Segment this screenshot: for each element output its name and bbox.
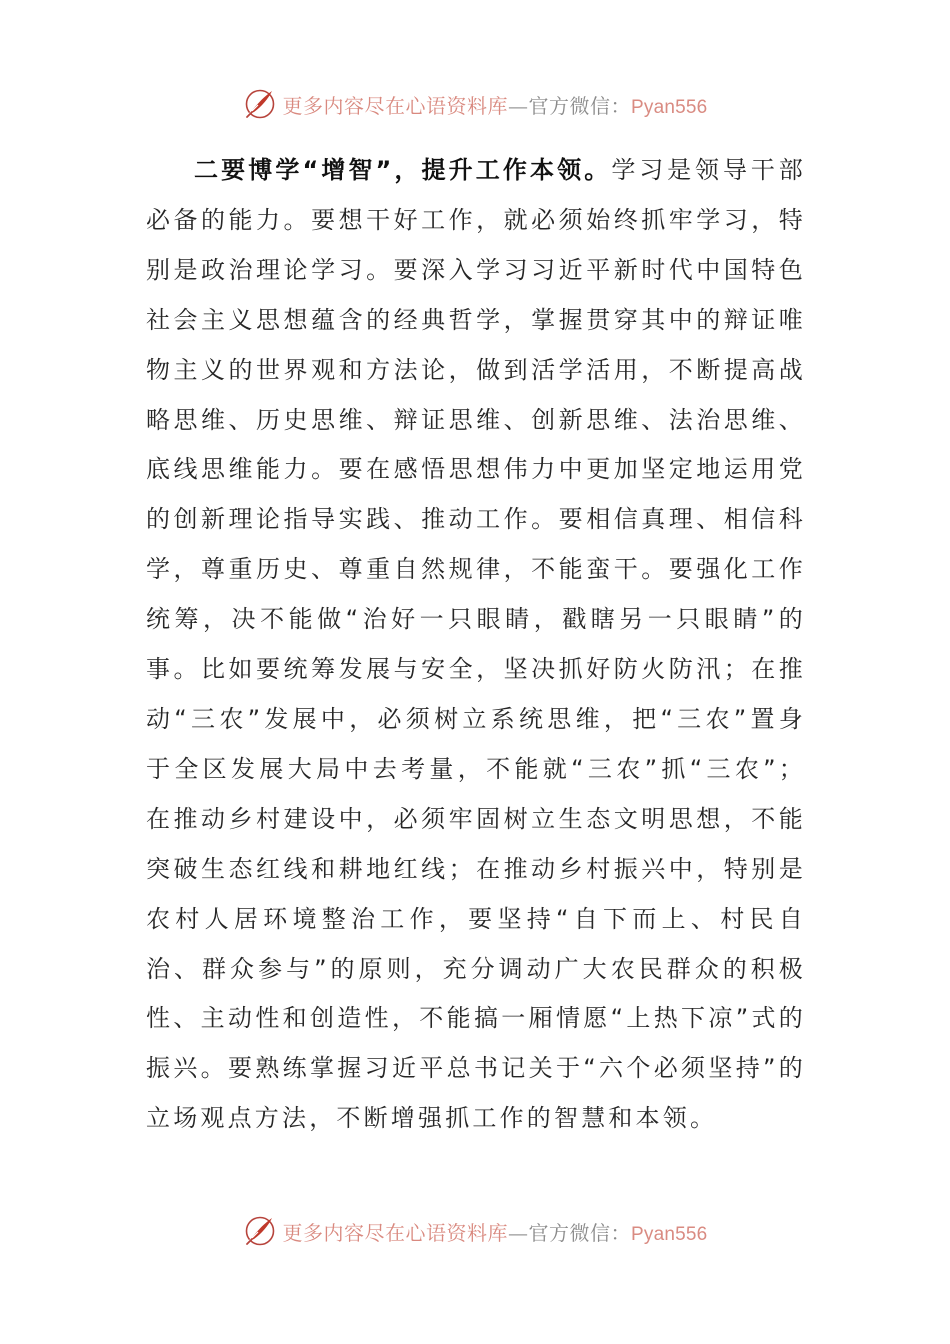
header-separator: —: [508, 93, 529, 118]
footer-separator: —: [508, 1220, 529, 1245]
body-paragraph: [146, 146, 806, 1144]
quill-pen-icon: [243, 87, 277, 121]
footer-banner: [0, 1211, 950, 1251]
paragraph-text: 学习是领导干部必备的能力。要想干好工作，就必须始终抓牢学习，特别是政治理论学习。要深入学习习近平新时代中国特色社会主义思想蕴含的经典哲学，掌握贯穿其中的辩证唯物主义的世界观和方法论，做到活学活用，不断提高战略思维、历史思维、辩证思维、创新思维、法治思维、底线思维能力。要在感悟思想伟力中更加坚定地运用党的创新理论指导实践、推动工作。要相信真理、相信科学，尊重历史、尊重自然规律，不能蛮干。要强化工作统筹，决不能做“治好一只眼睛，戳瞎另一只眼睛”的事。比如要统筹发展与安全，坚决抓好防火防汛；在推动“三农”发展中，必须树立系统思维，把“三农”置身于全区发展大局中去考量，不能就“三农”抓“三农”；在推动乡村建设中，必须牢固树立生态文明思想，不能突破生态红线和耕地红线；在推动乡村振兴中，特别是农村人居环境整治工作，要坚持“自下而上、村民自治、群众参与”的原则，充分调动广大农民群众的积极性、主动性和创造性，不能搞一厢情愿“上热下凉”式的振兴。要熟练掌握习近平总书记关于“六个必须坚持”的立场观点方法，不断增强抓工作的智慧和本领。: [146, 156, 806, 1133]
header-banner: [0, 84, 950, 124]
footer-wechat-id: Pyan556: [631, 1223, 708, 1245]
header-site-name: 更多内容尽在心语资料库: [282, 93, 509, 118]
header-wechat-id: Pyan556: [631, 96, 708, 118]
footer-wechat-label: 官方微信：: [528, 1220, 632, 1245]
lead-heading: 二要博学“增智”，提升工作本领。: [194, 156, 612, 184]
header-wechat-label: 官方微信：: [528, 93, 632, 118]
footer-banner-text: [283, 1217, 708, 1246]
footer-site-name: 更多内容尽在心语资料库: [282, 1220, 509, 1245]
header-banner-text: [283, 90, 708, 119]
quill-pen-icon: [243, 1214, 277, 1248]
